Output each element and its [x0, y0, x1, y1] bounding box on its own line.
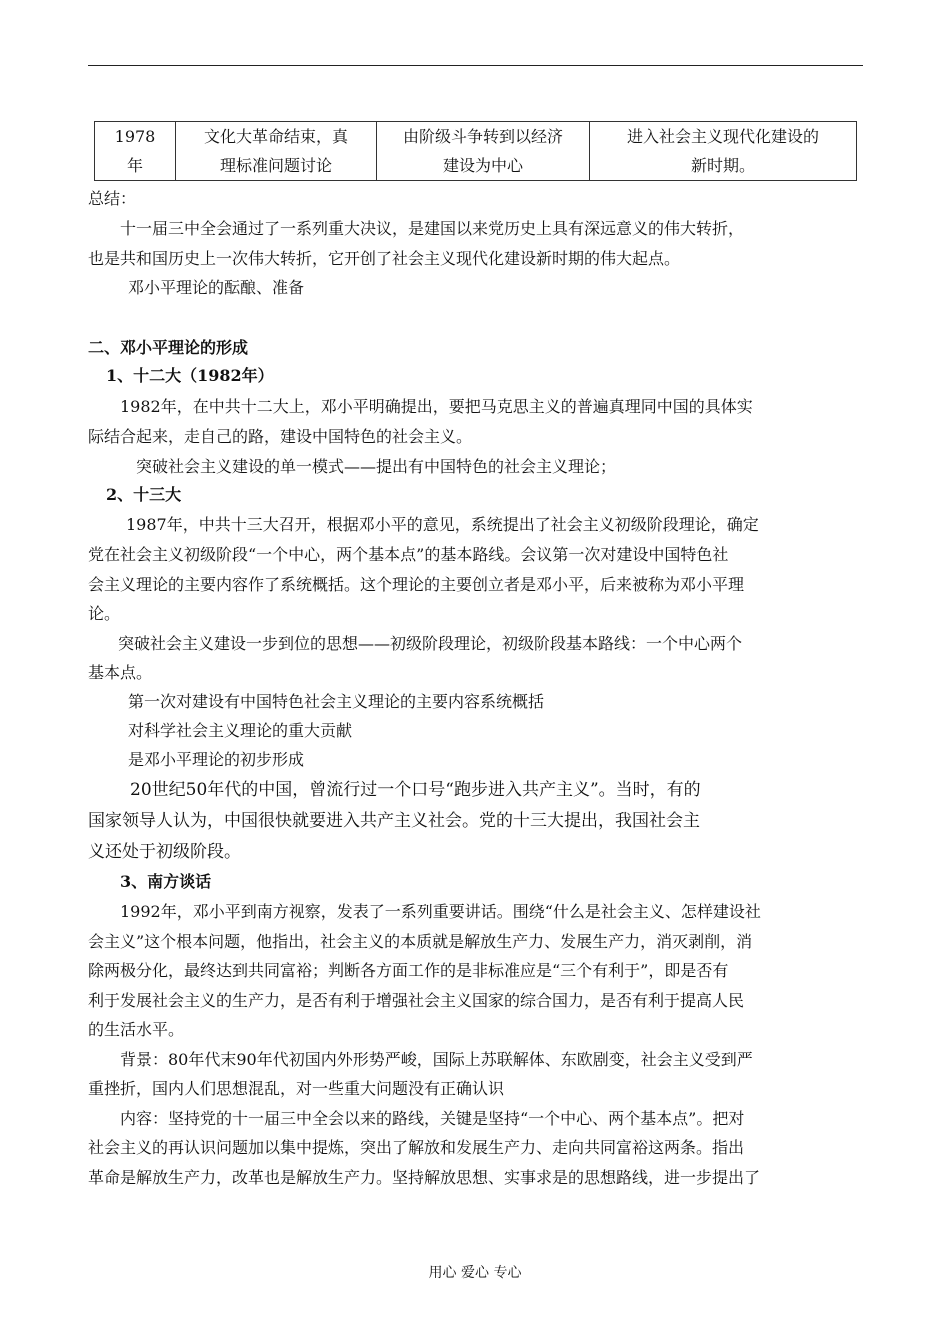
paragraph-line: 重挫折，国内人们思想混乱，对一些重大问题没有正确认识 — [88, 1079, 505, 1098]
paragraph-line: 社会主义的再认识问题加以集中提炼，突出了解放和发展生产力、走向共同富裕这两条。指出 — [88, 1138, 745, 1157]
paragraph-line: 对科学社会主义理论的重大贡献 — [128, 721, 353, 740]
summary-heading: 总结： — [88, 189, 137, 208]
section-title: 二、邓小平理论的形成 — [88, 338, 249, 357]
part1-heading: 1、十二大（1982年） — [106, 366, 274, 385]
summary-line: 也是共和国历史上一次伟大转折，它开创了社会主义现代化建设新时期的伟大起点。 — [88, 249, 681, 268]
paragraph-line: 基本点。 — [88, 663, 153, 682]
paragraph-line: 义还处于初级阶段。 — [88, 842, 241, 862]
paragraph-line: 是邓小平理论的初步形成 — [128, 750, 305, 769]
table-row — [95, 122, 857, 181]
paragraph-line: 突破社会主义建设的单一模式——提出有中国特色的社会主义理论； — [136, 457, 617, 476]
paragraph-line: 背景：80年代末90年代初国内外形势严峻，国际上苏联解体、东欧剧变，社会主义受到严 — [120, 1050, 753, 1069]
shift-cell: 由阶级斗争转到以经济 建设为中心 — [377, 122, 590, 181]
result-cell: 进入社会主义现代化建设的 新时期。 — [590, 122, 857, 181]
paragraph-line: 革命是解放生产力，改革也是解放生产力。坚持解放思想、实事求是的思想路线，进一步提出了 — [88, 1168, 761, 1187]
paragraph-line: 1987年，中共十三大召开，根据邓小平的意见，系统提出了社会主义初级阶段理论，确定 — [126, 515, 759, 534]
paragraph-line: 除两极分化，最终达到共同富裕；判断各方面工作的是非标准应是“三个有利于”，即是否有 — [88, 961, 729, 980]
paragraph-line: 突破社会主义建设一步到位的思想——初级阶段理论，初级阶段基本路线：一个中心两个 — [118, 634, 743, 653]
paragraph-line: 会主义”这个根本问题，他指出，社会主义的本质就是解放生产力、发展生产力，消灭剥削，消 — [88, 932, 753, 951]
summary-line: 十一届三中全会通过了一系列重大决议，是建国以来党历史上具有深远意义的伟大转折， — [120, 219, 745, 238]
paragraph-line: 论。 — [88, 604, 121, 623]
timeline-table — [94, 121, 857, 181]
paragraph-line: 20世纪50年代的中国，曾流行过一个口号“跑步进入共产主义”。当时，有的 — [130, 780, 701, 800]
paragraph-line: 国家领导人认为，中国很快就要进入共产主义社会。党的十三大提出，我国社会主 — [88, 811, 700, 831]
year-cell: 1978 年 — [95, 122, 176, 181]
part2-heading: 2、十三大 — [106, 485, 182, 504]
paragraph-line: 内容：坚持党的十一届三中全会以来的路线，关键是坚持“一个中心、两个基本点”。把对 — [120, 1109, 745, 1128]
paragraph-line: 1992年，邓小平到南方视察，发表了一系列重要讲话。围绕“什么是社会主义、怎样建设社 — [120, 902, 761, 921]
paragraph-line: 党在社会主义初级阶段“一个中心，两个基本点”的基本路线。会议第一次对建设中国特色社 — [88, 545, 729, 564]
paragraph-line: 际结合起来，走自己的路，建设中国特色的社会主义。 — [88, 427, 473, 446]
paragraph-line: 的生活水平。 — [88, 1020, 185, 1039]
paragraph-line: 第一次对建设有中国特色社会主义理论的主要内容系统概括 — [128, 692, 545, 711]
paragraph-line: 1982年，在中共十二大上，邓小平明确提出，要把马克思主义的普遍真理同中国的具体实 — [120, 397, 753, 416]
header-rule — [88, 65, 863, 66]
paragraph-line: 利于发展社会主义的生产力，是否有利于增强社会主义国家的综合国力，是否有利于提高人民 — [88, 991, 745, 1010]
page-footer: 用心 爱心 专心 — [428, 1265, 522, 1281]
summary-line: 邓小平理论的酝酿、准备 — [128, 278, 305, 297]
event-cell: 文化大革命结束，真 理标准问题讨论 — [176, 122, 377, 181]
paragraph-line: 会主义理论的主要内容作了系统概括。这个理论的主要创立者是邓小平，后来被称为邓小平理 — [88, 575, 745, 594]
part3-heading: 3、南方谈话 — [120, 872, 212, 891]
